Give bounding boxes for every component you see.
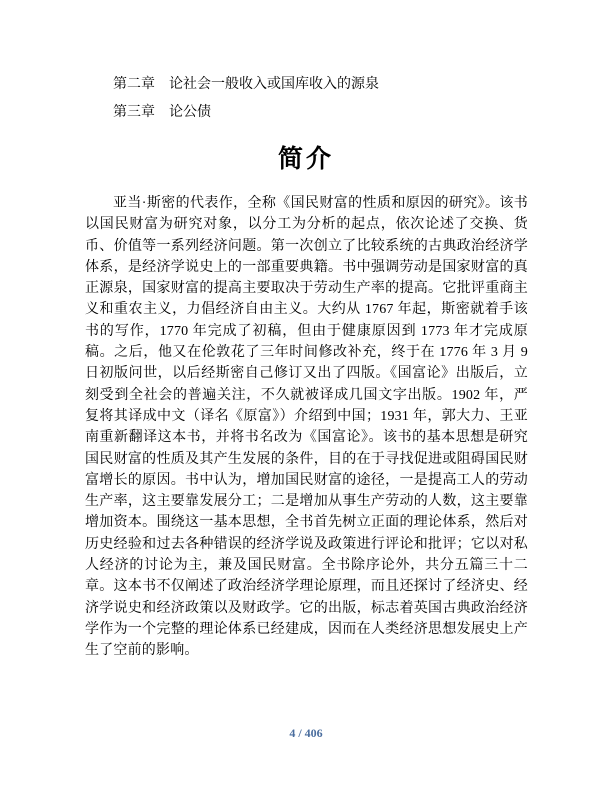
- toc-chapter-label: 第二章: [113, 77, 155, 92]
- toc-chapter-title: 论公债: [169, 105, 211, 120]
- toc-item-chapter-3: [113, 99, 528, 127]
- toc-chapter-label: 第三章: [113, 105, 155, 120]
- intro-paragraph: 亚当·斯密的代表作，全称《国民财富的性质和原因的研究》。该书以国民财富为研究对象，以分工为分析的起点，依次论述了交换、货币、价值等一系列经济问题。第一次创立了比较系统的古典政治经济学体系，是经济学说史上的一部重要典籍。书中强调劳动是国家财富的真正源泉，国家财富的提高主要取决于劳动生产率的提高。它批评重商主义和重农主义，力倡经济自由主义。大约从 1767 年起，斯密就着手该书的写作，1770 年完成了初稿，但由于健康原因到 1773 年才完成原稿。之后，他又在伦敦花了三年时间修改补充，终于在 1776 年 3 月 9 日初版问世，以后经斯密自己修订又出了四版。《国富论》出版后，立刻受到全社会的普遍关注，不久就被译成几国文字出版。1902 年，严复将其译成中文（译名《原富》）介绍到中国；1931 年，郭大力、王亚南重新翻译这本书，并将书名改为《国富论》。该书的基本思想是研究国民财富的性质及其产生发展的条件，目的在于寻找促进或阻碍国民财富增长的原因。书中认为，增加国民财富的途径，一是提高工人的劳动生产率，这主要靠发展分工；二是增加从事生产劳动的人数，这主要靠增加资本。围绕这一基本思想，全书首先树立正面的理论体系，然后对历史经验和过去各种错误的经济学说及政策进行评论和批评；它以对私人经济的讨论为主，兼及国民财富。全书除序论外，共分五篇三十二章。这本书不仅阐述了政治经济学理论原理，而且还探讨了经济史、经济学说史和经济政策以及财政学。它的出版，标志着英国古典政治经济学作为一个完整的理论体系已经建成，因而在人类经济思想发展史上产生了空前的影响。: [85, 196, 528, 659]
- toc-item-chapter-2: [113, 71, 528, 99]
- page-number: 4 / 406: [289, 726, 323, 740]
- toc-chapter-title: 论社会一般收入或国库收入的源泉: [169, 77, 379, 92]
- page-title: 简介: [277, 145, 334, 173]
- table-of-contents: [113, 71, 528, 127]
